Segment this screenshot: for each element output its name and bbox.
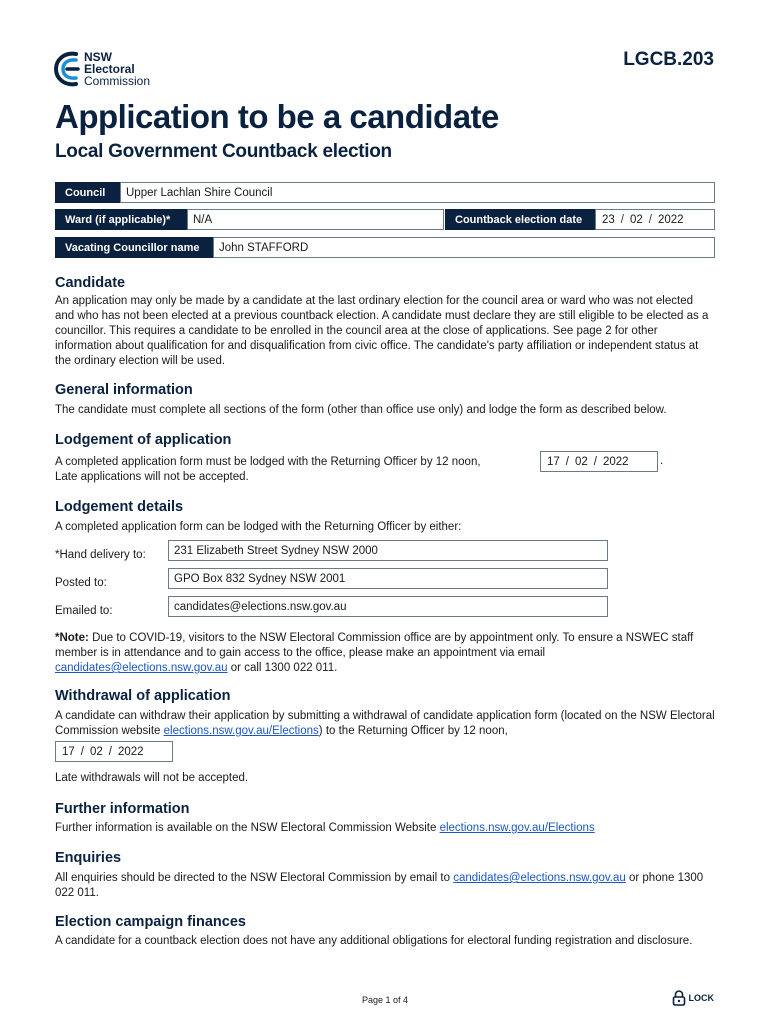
note-email-link[interactable]: candidates@elections.nsw.gov.au [55,662,228,674]
enquiries-text-1: All enquiries should be directed to the NSW Electoral Commission by email to [55,872,454,884]
lodgement-date-field[interactable] [540,451,658,472]
candidate-text: An application may only be made by a candidate at the last ordinary election for the council area or ward who was not elected and who has not been elected at a previous countback election. A candidate must declare they are still eligible to be elected as a councillor. This requires a candidate to be enrolled in the council area at the close of applications. See page 2 for other information about qualification for and disqualification from civic office. The candidate's party affiliation or independent status at the ordinary election will be used. [55,295,709,367]
further-information-text [55,821,715,836]
further-information-heading: Further information [55,801,190,817]
hand-delivery-label: *Hand delivery to: [55,549,146,561]
further-text: Further information is available on the NSW Electoral Commission Website [55,822,440,834]
date-separator: / [648,213,652,226]
finances-text: A candidate for a countback election does not have any additional obligations for electoral funding registration and disclosure. [55,935,693,947]
general-information-text: The candidate must complete all sections of the form (other than office use only) and lodge the form as described below. [55,404,667,416]
date-separator: / [593,455,597,468]
lock-label: LOCK [688,993,714,1003]
lodgement-details-intro: A completed application form can be lodged with the Returning Officer by either: [55,521,462,533]
withdrawal-day: 17 [62,745,75,758]
lodgement-text: A completed application form must be lodged with the Returning Officer by 12 noon, [55,456,481,468]
countback-month: 02 [630,213,643,226]
late-withdrawals-text: Late withdrawals will not be accepted. [55,772,249,784]
vacating-councillor-label: Vacating Councillor name [55,237,213,258]
date-separator: / [108,745,112,758]
withdrawal-text-1: A candidate can withdraw their application by submitting a withdrawal of candidate application form (located on the NSW Electoral Commission website [55,710,715,737]
logo-mark-icon [54,50,82,88]
posted-to-field[interactable]: GPO Box 832 Sydney NSW 2001 [168,568,608,589]
lodgement-details-heading: Lodgement details [55,499,184,515]
note-text: Due to COVID-19, visitors to the NSW Electoral Commission office are by appointment only. To ensure a NSWEC staff member is in attendance and to gain access to the office, please make an appointment via email [55,632,694,659]
emailed-to-label: Emailed to: [55,605,113,617]
ward-row [55,209,715,230]
lodgement-year: 2022 [603,455,629,468]
finances-heading: Election campaign finances [55,914,246,930]
enquiries-heading: Enquiries [55,850,122,866]
ward-field[interactable]: N/A [187,209,444,230]
late-applications-text: Late applications will not be accepted. [55,471,249,483]
date-separator: / [565,455,569,468]
date-separator: / [620,213,624,226]
withdrawal-heading: Withdrawal of application [55,688,231,704]
emailed-to-field[interactable]: candidates@elections.nsw.gov.au [168,596,608,617]
withdrawal-text [55,709,715,739]
note-end: or call 1300 022 011. [227,662,338,674]
lodgement-day: 17 [547,455,560,468]
enquiries-text [55,871,715,901]
council-row [55,182,715,203]
countback-date-label: Countback election date [445,209,595,230]
withdrawal-date-field[interactable] [55,741,173,762]
padlock-icon [672,990,686,1006]
page-subtitle: Local Government Countback election [55,141,392,162]
note-bold: *Note: [55,632,89,644]
page-title: Application to be a candidate [55,98,499,135]
hand-delivery-field[interactable]: 231 Elizabeth Street Sydney NSW 2000 [168,540,608,561]
lodgement-month: 02 [575,455,588,468]
council-field[interactable]: Upper Lachlan Shire Council [120,182,715,203]
countback-date-field[interactable] [595,209,715,230]
withdrawal-text-2: ) to the Returning Officer by 12 noon, [318,725,508,737]
candidate-heading: Candidate [55,275,126,291]
withdrawal-link[interactable]: elections.nsw.gov.au/Elections [163,725,319,737]
enquiries-email-link[interactable]: candidates@elections.nsw.gov.au [453,872,626,884]
ward-label: Ward (if applicable)* [55,209,187,230]
lodgement-heading: Lodgement of application [55,432,232,448]
nsw-electoral-commission-logo [54,50,164,90]
general-information-heading: General information [55,382,193,398]
logo-line-3: Commission [84,74,151,88]
form-code: LGCB.203 [623,49,714,70]
page-number: Page 1 of 4 [361,995,409,1005]
vacating-councillor-field[interactable]: John STAFFORD [213,237,715,258]
countback-year: 2022 [658,213,684,226]
vacating-councillor-row [55,237,715,258]
council-label: Council [55,182,120,203]
lock-button[interactable] [672,990,715,1006]
further-link[interactable]: elections.nsw.gov.au/Elections [439,822,595,834]
posted-to-label: Posted to: [55,577,107,589]
enquiries-text-2: or phone 1300 022 011. [55,872,704,899]
withdrawal-month: 02 [90,745,103,758]
countback-day: 23 [602,213,615,226]
withdrawal-year: 2022 [118,745,144,758]
covid-note [55,631,715,676]
logo-line-1: NSW [84,50,112,64]
lodgement-period: . [660,455,664,467]
logo-line-2: Electoral [84,62,135,76]
date-separator: / [80,745,84,758]
